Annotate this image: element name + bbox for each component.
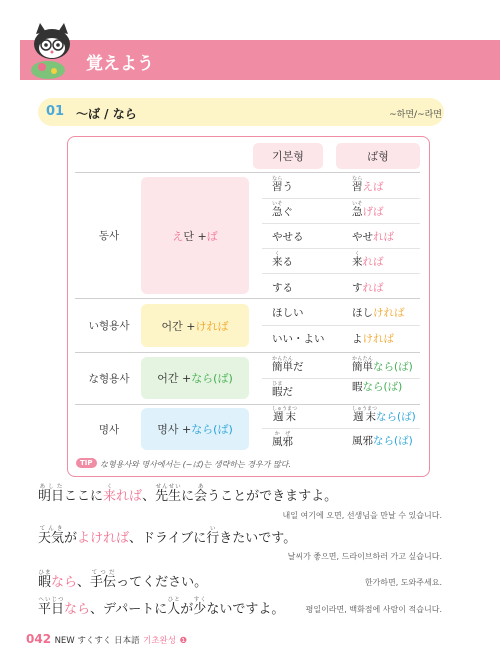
group-label-verb: 동사 <box>98 230 120 242</box>
group-label-na-adjective: な형용사 <box>88 373 130 385</box>
base-word: 週末しゅうまつ <box>272 406 298 423</box>
mascot-cat-icon <box>20 22 82 84</box>
tip-text: な형용사와 명사에서는 (~ば)는 생략하는 경우가 많다. <box>100 460 292 469</box>
base-word: 急いそぐ <box>272 201 293 218</box>
ba-word: やせれば <box>352 231 394 243</box>
formula-verb <box>141 177 249 294</box>
row-line <box>262 198 420 199</box>
page-number: 042 <box>26 632 52 646</box>
example-sentence-4: 平日へいじつなら、デパートに人ひとが少すくないですよ。 <box>38 597 285 617</box>
base-word: ほしい <box>272 307 304 319</box>
example-translation-4: 평일이라면, 백화점에 사람이 적습니다. <box>305 605 442 614</box>
header-ba-form: ば형 <box>336 143 420 169</box>
row-line <box>262 428 420 429</box>
ba-word: 急いそげば <box>352 201 384 218</box>
page-title: 覚えよう <box>86 54 154 74</box>
ba-word: ほしければ <box>352 307 405 319</box>
group-label-i-adjective: い형용사 <box>88 320 130 332</box>
row-line <box>262 273 420 274</box>
formula-verb-a: え <box>172 229 184 243</box>
book-title: NEW すくすく 日本語 <box>54 636 140 646</box>
formula-i-adjective <box>141 304 249 347</box>
ba-word: 風邪なら(ば) <box>352 435 413 447</box>
example-sentence-3: 暇ひまなら、手伝てつだってください。 <box>38 570 208 590</box>
base-word: いい・よい <box>272 333 325 345</box>
row-line <box>262 248 420 249</box>
ba-word: すれば <box>352 282 384 294</box>
formula-noun <box>141 408 249 450</box>
base-word: 風邪かぜ <box>272 431 293 448</box>
row-line <box>262 378 420 379</box>
example-sentence-2: 天気てんきがよければ、ドライブに行いきたいです。 <box>38 526 297 546</box>
formula-verb-b: 단 + <box>183 229 207 243</box>
page-footer <box>26 632 187 646</box>
example-translation-2: 날씨가 좋으면, 드라이브하러 가고 싶습니다. <box>287 552 442 561</box>
ba-word: 習ならえば <box>352 176 384 193</box>
formula-i-c: ければ <box>195 319 229 333</box>
formula-verb-c: ば <box>206 229 218 243</box>
formula-noun-a: 명사 + <box>157 423 192 436</box>
row-line <box>262 223 420 224</box>
base-word: やせる <box>272 231 304 243</box>
row-line <box>262 325 420 326</box>
book-subtitle: 기초완성 <box>143 636 176 646</box>
formula-i-a: 어간 + <box>161 319 196 333</box>
example-translation-3: 한가하면, 도와주세요. <box>364 578 442 587</box>
header-base-form: 기본형 <box>253 143 323 169</box>
ba-word: 暇なら(ば) <box>352 381 403 393</box>
formula-na-adjective <box>141 357 249 399</box>
base-word: 暇ひまだ <box>272 381 293 398</box>
section-number: 01 <box>46 104 65 119</box>
formula-noun-c: なら(ば) <box>191 423 233 436</box>
ba-word: 週末しゅうまつなら(ば) <box>352 406 416 423</box>
group-label-noun: 명사 <box>98 423 120 436</box>
ba-word: 簡単かんたんなら(ば) <box>352 356 413 373</box>
example-sentence-1: 明日あしたここに来くれば、先生せんせいに会あうことができますよ。 <box>38 484 338 504</box>
section-title: ～ば / なら <box>76 107 137 121</box>
section-korean: ~하면/~라면 <box>389 110 442 120</box>
formula-na-c: なら(ば) <box>191 372 233 385</box>
tip-badge: TIP <box>76 458 97 468</box>
base-word: 習ならう <box>272 176 293 193</box>
base-word: 簡単かんたんだ <box>272 356 304 373</box>
base-word: 来くる <box>272 251 293 268</box>
ba-word: よければ <box>352 333 394 345</box>
ba-word: 来くれば <box>352 251 384 268</box>
example-translation-1: 내일 여기에 오면, 선생님을 만날 수 있습니다. <box>282 511 442 520</box>
formula-na-a: 어간 + <box>157 372 192 385</box>
book-volume-badge: ❶ <box>179 636 188 646</box>
base-word: する <box>272 282 293 294</box>
